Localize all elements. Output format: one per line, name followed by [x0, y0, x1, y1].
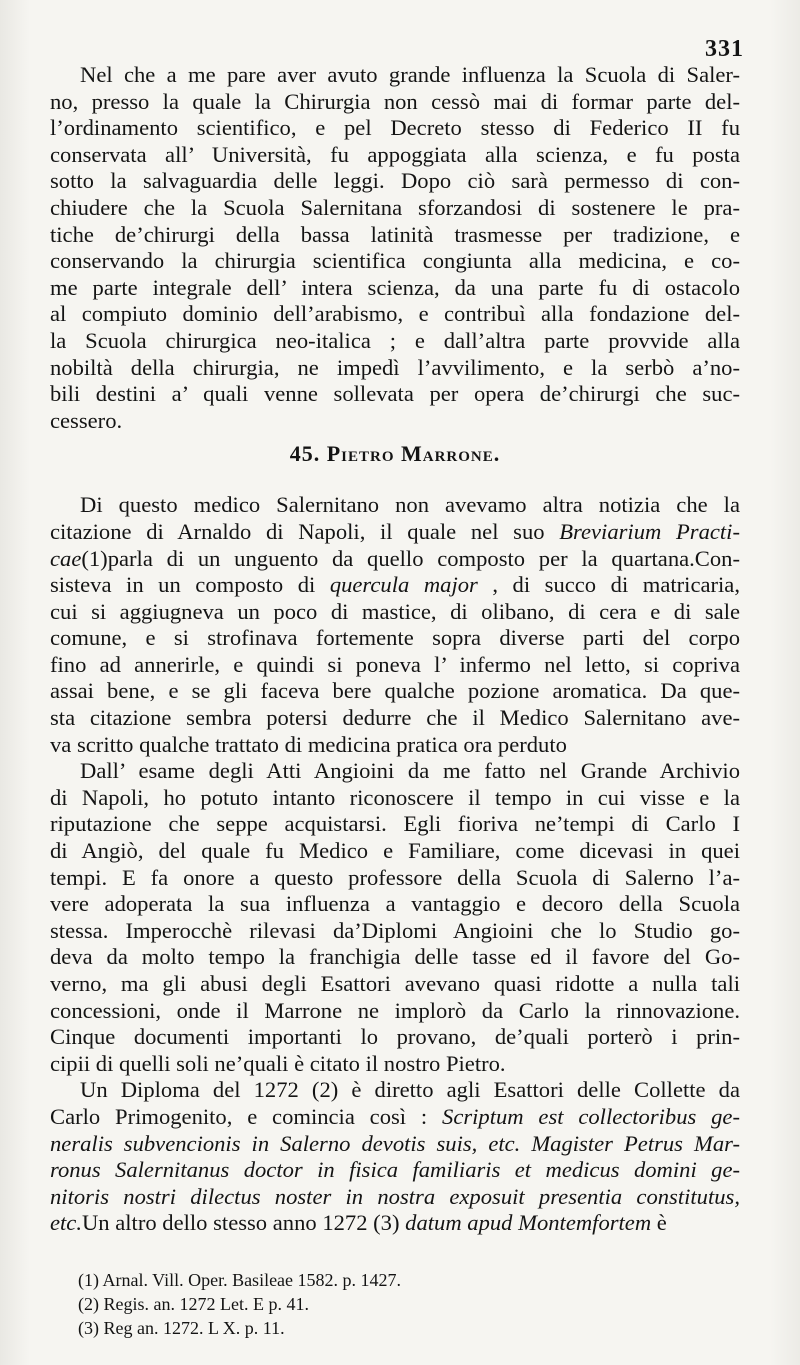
text-line: sotto la salvaguardia delle leggi. Dopo ciò sarà permesso di con-	[50, 168, 740, 194]
text-line: conservando la chirurgia scientifica congiunta alla medicina, e co-	[50, 248, 740, 274]
text-line: stessa. Imperocchè rilevasi da’Diplomi Angioini che lo Studio go-	[50, 917, 740, 943]
text-line: comune, e si strofinava fortemente sopra diverse parti del corpo	[50, 625, 740, 651]
text-line: me parte integrale dell’ intera scienza, da una parte fu di ostacolo	[50, 274, 740, 300]
text-line: cessero.	[50, 407, 123, 433]
text-line: al compiuto dominio dell’arabismo, e contribuì alla fondazione del-	[50, 301, 740, 327]
text-line: di Napoli, ho potuto intanto riconoscere il tempo in cui visse e la	[50, 784, 740, 810]
text-line: deva da molto tempo la franchigia delle tasse ed il favore del Go-	[50, 944, 740, 970]
text-line: vere adoperata la sua influenza a vantaggio e decoro della Scuola	[50, 891, 740, 917]
footnote: (2) Regis. an. 1272 Let. E p. 41.	[78, 1294, 309, 1314]
text-line: assai bene, e se gli faceva bere qualche pozione aromatica. Da que-	[50, 678, 740, 704]
text-line: Carlo Primogenito, e comincia così : Scriptum est collectoribus ge-	[50, 1103, 740, 1129]
text-line: bili destini a’ quali venne sollevata per opera de’chirurgi che suc-	[50, 381, 740, 407]
text-line: riputazione che seppe acquistarsi. Egli fioriva ne’tempi di Carlo I	[50, 811, 740, 837]
text-line: di Angiò, del quale fu Medico e Familiare, come dicevasi in quei	[50, 838, 740, 864]
text-line: la Scuola chirurgica neo-italica ; e dall’altra parte provvide alla	[50, 327, 740, 353]
text-line: l’ordinamento scientifico, e pel Decreto stesso di Federico II fu	[50, 115, 740, 141]
text-line: nobiltà della chirurgia, ne impedì l’avvilimento, e la serbò a’no-	[50, 354, 740, 380]
text-line: neralis subvencionis in Salerno devotis suis, etc. Magister Petrus Mar-	[50, 1130, 740, 1156]
page-number: 331	[705, 36, 744, 62]
footnote: (3) Reg an. 1272. L X. p. 11.	[78, 1318, 285, 1338]
text-line: sisteva in un composto di quercula major , di succo di matricaria,	[50, 572, 740, 598]
footnote: (1) Arnal. Vill. Oper. Basileae 1582. p. 1427.	[78, 1270, 402, 1290]
text-line: cui si aggiugneva un poco di mastice, di olibano, di cera e di sale	[50, 598, 740, 624]
text-line: Di questo medico Salernitano non avevamo altra notizia che la	[80, 492, 740, 518]
text-line: fino ad annerirle, e quindi si poneva l’ infermo nel letto, si copriva	[50, 651, 740, 677]
paragraph-3	[50, 758, 740, 1077]
text-line: va scritto qualche trattato di medicina pratica ora perduto	[50, 731, 567, 757]
paragraph-4	[50, 1077, 740, 1237]
text-line: sta citazione sembra potersi dedurre che il Medico Salernitano ave-	[50, 705, 740, 731]
text-line: no, presso la quale la Chirurgia non cessò mai di formar parte del-	[50, 88, 740, 114]
text-line: tiche de’chirurgi della bassa latinità trasmesse per tradizione, e	[50, 221, 740, 247]
text-line: Dall’ esame degli Atti Angioini da me fatto nel Grande Archivio	[80, 758, 740, 784]
paragraph-2	[50, 492, 740, 758]
text-line: concessioni, onde il Marrone ne implorò da Carlo la rinnovazione.	[50, 997, 740, 1023]
text-line: chiudere che la Scuola Salernitana sforzandosi di sostenere le pra-	[50, 194, 740, 220]
text-line: ronus Salernitanus doctor in fisica familiaris et medicus domini ge-	[50, 1157, 740, 1183]
section-heading	[50, 440, 740, 468]
text-line: Nel che a me pare aver avuto grande influenza la Scuola di Saler-	[80, 62, 740, 87]
paragraph-1	[50, 62, 740, 434]
text-line: cae(1)parla di un unguento da quello composto per la quartana.Con-	[50, 545, 740, 571]
text-line: Un Diploma del 1272 (2) è diretto agli Esattori delle Collette da	[80, 1077, 740, 1103]
text-line: Cinque documenti importanti lo provano, de’quali porterò i prin-	[50, 1024, 740, 1050]
footnotes	[78, 1268, 718, 1340]
text-line: conservata all’ Università, fu appoggiata alla scienza, e fu posta	[50, 141, 740, 167]
text-line: verno, ma gli abusi degli Esattori avevano quasi ridotte a nulla tali	[50, 971, 740, 996]
text-line: nitoris nostri dilectus noster in nostra exposuit presentia constitutus,	[50, 1183, 740, 1209]
text-line: cipii di quelli soli ne’quali è citato il nostro Pietro.	[50, 1050, 506, 1076]
text-line: citazione di Arnaldo di Napoli, il quale nel suo Breviarium Practi-	[50, 518, 740, 544]
body-text	[50, 62, 740, 1237]
text-line: tempi. E fa onore a questo professore della Scuola di Salerno l’a-	[50, 864, 740, 890]
text-line: etc.Un altro dello stesso anno 1272 (3) datum apud Montemfortem è	[50, 1210, 667, 1236]
section-heading-text: 45. Pietro Marrone.	[289, 441, 501, 467]
